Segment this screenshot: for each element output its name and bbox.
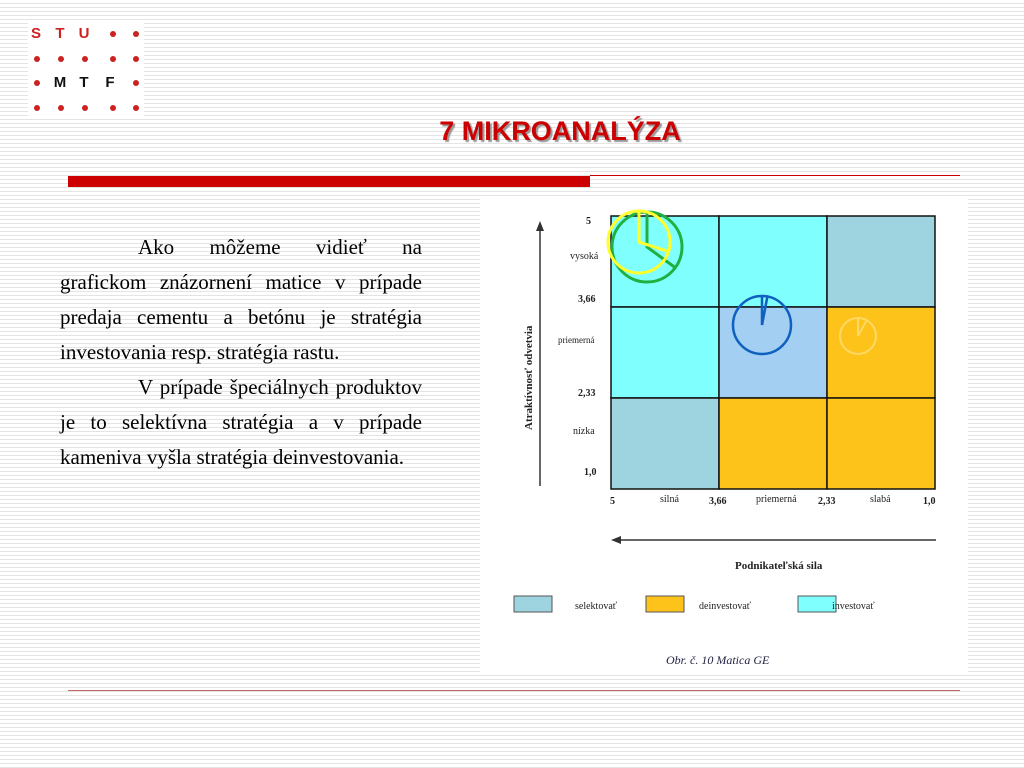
y-band-label: vysoká	[570, 251, 599, 262]
matrix-cell	[611, 307, 719, 398]
legend-swatch	[514, 596, 552, 612]
logo-dot	[110, 31, 116, 37]
matrix-cell	[827, 398, 935, 489]
matrix-cell	[719, 216, 827, 307]
logo-dot	[133, 80, 139, 86]
logo-dot	[133, 31, 139, 37]
figure-caption: Obr. č. 10 Matica GE	[666, 653, 770, 667]
legend-label: investovať	[832, 601, 875, 612]
logo-letter-m: M	[53, 74, 67, 91]
logo-dot	[34, 56, 40, 62]
logo-dot	[110, 56, 116, 62]
logo-dot	[110, 105, 116, 111]
x-axis-label: Podnikateľská sila	[735, 560, 823, 572]
logo-dot	[82, 105, 88, 111]
x-tick-label: 5	[610, 496, 615, 507]
y-axis-label: Atraktívnosť odvetvia	[523, 325, 535, 430]
logo-dot	[82, 56, 88, 62]
logo-dot	[58, 56, 64, 62]
x-band-label: priemerná	[756, 494, 797, 505]
logo-dot	[34, 105, 40, 111]
legend-label: deinvestovať	[699, 601, 752, 612]
matrix-cell	[719, 398, 827, 489]
footer-divider	[68, 690, 960, 691]
ge-matrix-figure	[480, 198, 968, 672]
logo-dot	[58, 105, 64, 111]
y-tick-label: 2,33	[578, 388, 596, 399]
matrix-cell	[611, 398, 719, 489]
x-tick-label: 1,0	[923, 496, 936, 507]
stu-mtf-logo	[28, 20, 144, 118]
matrix-cell	[827, 307, 935, 398]
x-tick-label: 2,33	[818, 496, 836, 507]
x-band-label: slabá	[870, 494, 891, 505]
y-band-label: nízka	[573, 426, 595, 437]
y-tick-label: 1,0	[584, 467, 597, 478]
title-underline-bar	[68, 176, 590, 187]
ge-matrix-chart	[480, 198, 968, 672]
y-band-label: priemerná	[558, 335, 595, 345]
legend-label: selektovať	[575, 601, 618, 612]
logo-letter-s: S	[30, 25, 41, 42]
legend	[514, 596, 875, 612]
logo-letter-t: T	[55, 25, 65, 42]
y-tick-label: 5	[586, 216, 591, 227]
paragraph-2: V prípade špeciálnych produktov je to selektívna stratégia a v prípade kameniva vyšla stratégia deinvestovania.	[60, 375, 422, 469]
x-tick-label: 3,66	[709, 496, 727, 507]
y-tick-label: 3,66	[578, 294, 596, 305]
matrix-cell	[827, 216, 935, 307]
slide-title: 7 MIKROANALÝZA	[439, 116, 681, 146]
paragraph-1: Ako môžeme vidieť na grafickom znázornení matice v prípade predaja cementu a betónu je stratégia investovania resp. stratégia rastu.	[60, 235, 422, 364]
legend-swatch	[646, 596, 684, 612]
title-underline-thin	[590, 175, 960, 176]
logo-letter-t2: T	[79, 74, 89, 91]
body-text	[60, 230, 422, 475]
logo-dot	[133, 105, 139, 111]
x-band-label: silná	[660, 494, 679, 505]
logo-top-row	[28, 24, 144, 44]
logo-dot	[133, 56, 139, 62]
logo-letter-f: F	[105, 74, 115, 91]
legend-swatch	[798, 596, 836, 612]
logo-letter-u: U	[78, 25, 90, 42]
logo-middle-row	[28, 73, 144, 93]
